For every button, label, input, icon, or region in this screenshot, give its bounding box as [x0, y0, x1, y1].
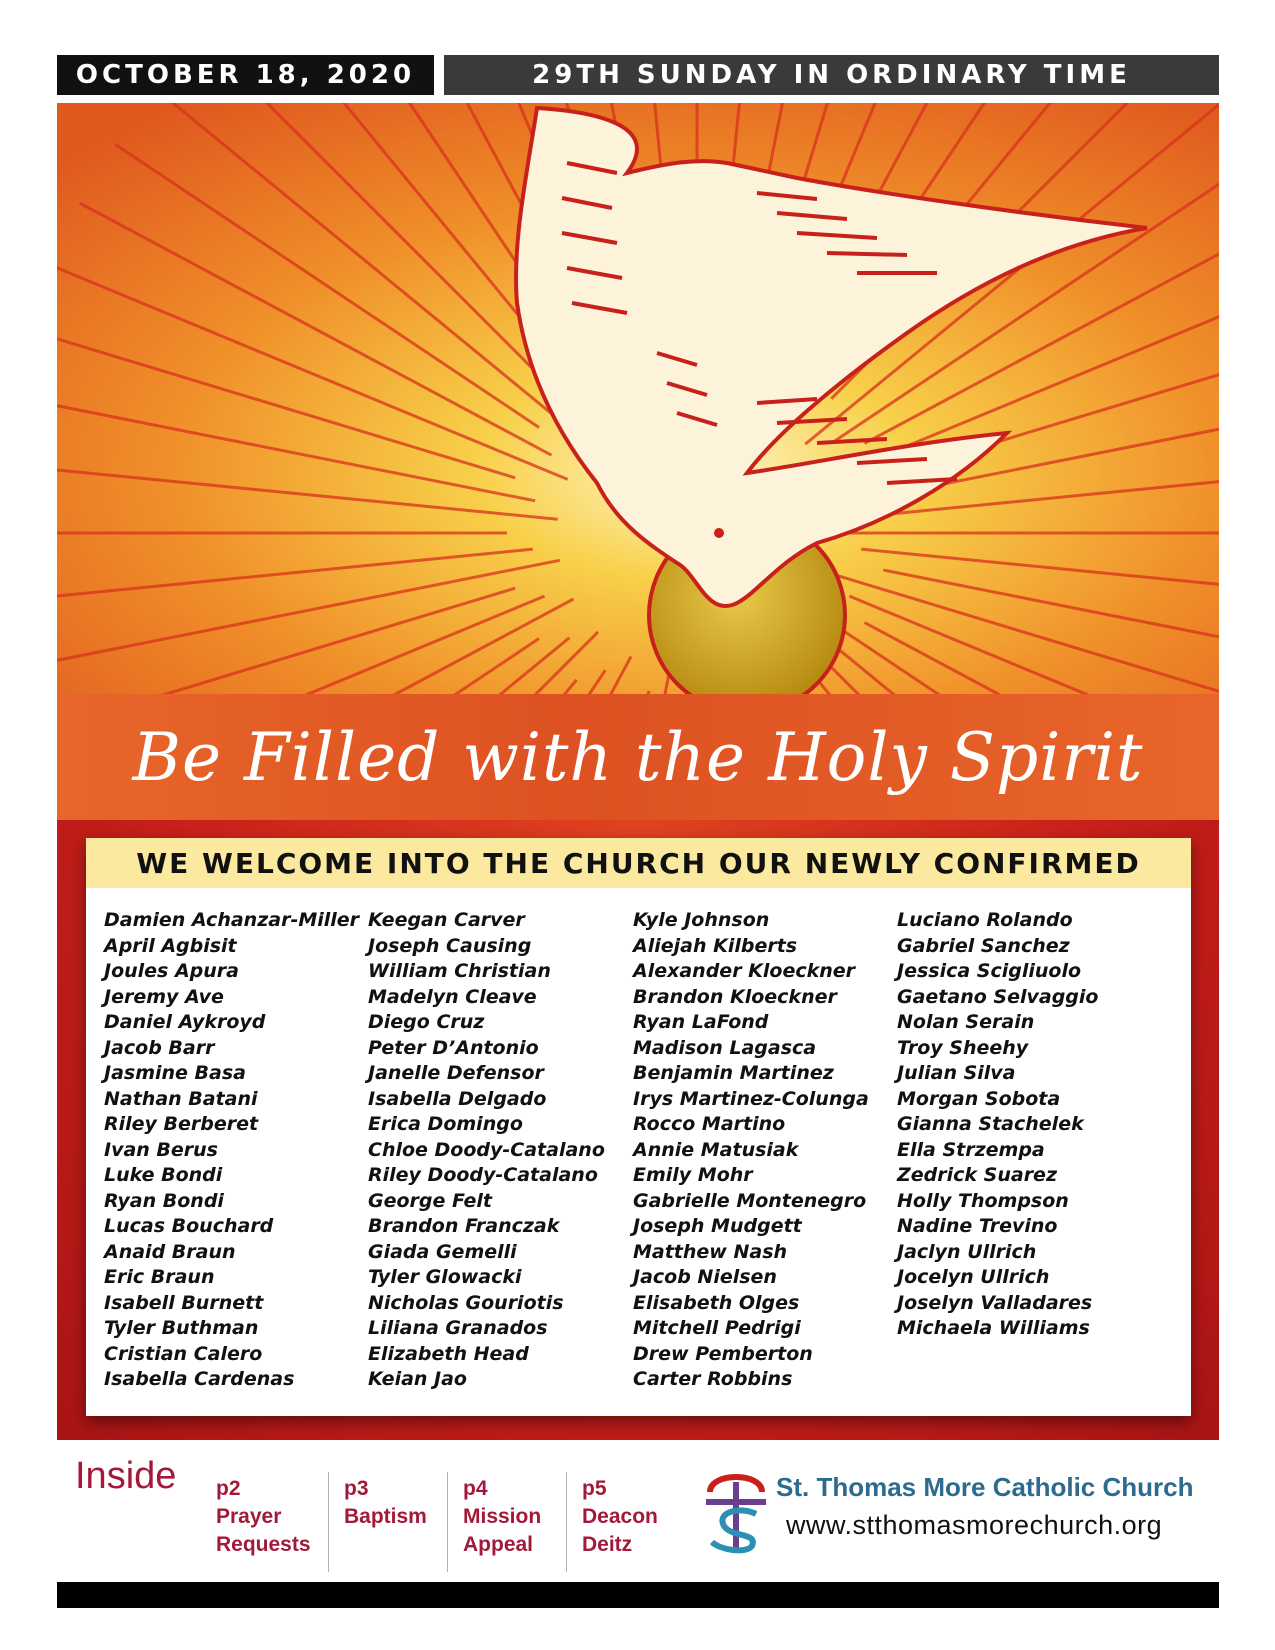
confirmed-name: Keegan Carver [368, 909, 525, 931]
confirmed-name: Irys Martinez-Colunga [633, 1087, 869, 1110]
inside-page: p5 [582, 1477, 607, 1500]
inside-topic: Baptism [344, 1505, 427, 1528]
confirmed-name: Emily Mohr [633, 1164, 753, 1186]
confirmed-name: Rocco Martino [633, 1113, 786, 1135]
confirmed-name: Elizabeth Head [368, 1342, 529, 1365]
names-column-2 [368, 908, 605, 1393]
confirmed-name: Jacob Nielsen [633, 1266, 777, 1288]
inside-topic: Requests [216, 1533, 311, 1556]
confirmed-name: Kyle Johnson [633, 909, 770, 931]
confirmed-name: Michaela Williams [897, 1317, 1090, 1339]
confirmed-name: Chloe Doody-Catalano [368, 1138, 605, 1161]
inside-topic: Deitz [582, 1533, 633, 1556]
confirmed-name: Tyler Glowacki [368, 1266, 522, 1288]
confirmed-name: April Agbisit [104, 934, 237, 957]
confirmed-name: Jasmine Basa [104, 1062, 246, 1084]
confirmed-name: Matthew Nash [633, 1240, 788, 1263]
confirmed-name: Ryan Bondi [104, 1189, 224, 1212]
confirmed-name: Brandon Kloeckner [633, 985, 837, 1008]
church-website-link[interactable]: www.stthomasmorechurch.org [786, 1510, 1163, 1540]
confirmed-name: Jaclyn Ullrich [897, 1240, 1037, 1263]
confirmed-name: Janelle Defensor [368, 1062, 544, 1084]
confirmed-name: Riley Berberet [104, 1113, 259, 1135]
confirmed-name: Julian Silva [897, 1062, 1016, 1084]
liturgical-occasion: 29TH SUNDAY IN ORDINARY TIME [444, 55, 1219, 95]
confirmed-name: Jacob Barr [104, 1036, 215, 1059]
confirmed-name: Troy Sheehy [897, 1036, 1029, 1059]
confirmed-name: Mitchell Pedrigi [633, 1317, 801, 1339]
confirmed-name: Joules Apura [104, 960, 239, 982]
confirmed-name: Nolan Serain [897, 1011, 1035, 1033]
confirmed-heading: WE WELCOME INTO THE CHURCH OUR NEWLY CONFIRMED [86, 838, 1191, 888]
confirmed-name: Morgan Sobota [897, 1087, 1061, 1110]
confirmed-name: Lucas Bouchard [104, 1215, 274, 1237]
confirmed-name: William Christian [368, 960, 551, 982]
dove-icon [57, 103, 1219, 694]
confirmed-name: Diego Cruz [368, 1011, 485, 1033]
confirmed-name: Erica Domingo [368, 1113, 523, 1135]
inside-topic: Appeal [463, 1533, 534, 1556]
confirmed-name: Liliana Granados [368, 1317, 548, 1339]
confirmed-name: Keian Jao [368, 1368, 467, 1390]
confirmed-name: Peter D’Antonio [368, 1036, 539, 1059]
confirmed-name: Luke Bondi [104, 1164, 223, 1186]
confirmed-name: Joselyn Valladares [897, 1291, 1093, 1314]
confirmed-name: Gaetano Selvaggio [897, 985, 1099, 1008]
confirmed-name: Riley Doody-Catalano [368, 1164, 598, 1186]
confirmed-name: George Felt [368, 1189, 492, 1212]
confirmed-name: Jocelyn Ullrich [897, 1266, 1050, 1288]
inside-topic: Deacon [582, 1505, 658, 1528]
confirmed-list-card [86, 838, 1191, 1416]
confirmed-name: Gabrielle Montenegro [633, 1189, 867, 1212]
confirmed-name: Alexander Kloeckner [633, 960, 856, 982]
confirmed-name: Zedrick Suarez [897, 1164, 1058, 1186]
confirmed-name: Nathan Batani [104, 1087, 258, 1110]
confirmed-name: Jessica Scigliuolo [897, 960, 1082, 982]
confirmed-name: Elisabeth Olges [633, 1291, 800, 1314]
inside-item-mission-appeal[interactable] [463, 1475, 541, 1559]
confirmed-name: Joseph Mudgett [633, 1215, 802, 1237]
inside-page: p3 [344, 1477, 369, 1500]
confirmed-name: Joseph Causing [368, 934, 532, 957]
inside-item-deacon-deitz[interactable] [582, 1475, 658, 1559]
confirmed-name: Benjamin Martinez [633, 1062, 834, 1084]
confirmed-name: Tyler Buthman [104, 1317, 259, 1339]
confirmed-name: Aliejah Kilberts [633, 934, 798, 957]
confirmed-name: Holly Thompson [897, 1189, 1069, 1212]
confirmed-name: Madelyn Cleave [368, 985, 537, 1008]
confirmed-name: Ivan Berus [104, 1138, 218, 1161]
confirmed-name: Nicholas Gouriotis [368, 1291, 564, 1314]
banner-title: Be Filled with the Holy Spirit [132, 718, 1144, 796]
confirmed-name: Brandon Franczak [368, 1215, 560, 1237]
confirmed-name: Annie Matusiak [633, 1138, 799, 1161]
inside-page: p2 [216, 1477, 241, 1500]
inside-label: Inside [75, 1455, 177, 1497]
inside-page: p4 [463, 1477, 488, 1500]
confirmed-name: Eric Braun [104, 1266, 215, 1288]
inside-item-baptism[interactable] [344, 1475, 427, 1531]
inside-item-prayer-requests[interactable] [216, 1475, 311, 1559]
confirmed-name: Ella Strzempa [897, 1138, 1045, 1161]
bulletin-date: OCTOBER 18, 2020 [57, 55, 434, 95]
divider [328, 1472, 329, 1572]
confirmed-name: Gianna Stachelek [897, 1113, 1084, 1135]
footer-bar [57, 1582, 1219, 1608]
confirmed-name: Ryan LaFond [633, 1011, 769, 1033]
theme-banner [57, 694, 1219, 820]
confirmed-name: Madison Lagasca [633, 1036, 817, 1059]
divider [566, 1472, 567, 1572]
confirmed-name: Damien Achanzar-Miller [104, 909, 360, 931]
confirmed-name: Carter Robbins [633, 1368, 793, 1390]
confirmed-name: Giada Gemelli [368, 1240, 517, 1263]
confirmed-name: Drew Pemberton [633, 1342, 813, 1365]
names-column-3 [633, 908, 869, 1393]
confirmed-name: Isabella Cardenas [104, 1368, 295, 1390]
names-column-4 [897, 908, 1098, 1342]
inside-topic: Prayer [216, 1505, 282, 1528]
confirmed-name: Daniel Aykroyd [104, 1011, 266, 1033]
confirmed-name: Luciano Rolando [897, 909, 1073, 931]
church-name: St. Thomas More Catholic Church [776, 1472, 1194, 1502]
divider [447, 1472, 448, 1572]
confirmed-name: Gabriel Sanchez [897, 934, 1070, 957]
confirmed-name: Anaid Braun [104, 1240, 236, 1263]
holy-spirit-artwork [57, 103, 1219, 694]
confirmed-name: Nadine Trevino [897, 1215, 1058, 1237]
confirmed-name: Jeremy Ave [104, 985, 224, 1008]
names-column-1 [104, 908, 359, 1393]
confirmed-name: Cristian Calero [104, 1342, 263, 1365]
inside-topic: Mission [463, 1505, 542, 1528]
confirmed-name: Isabella Delgado [368, 1087, 547, 1110]
confirmed-name: Isabell Burnett [104, 1291, 264, 1314]
church-logo-icon [700, 1462, 772, 1554]
